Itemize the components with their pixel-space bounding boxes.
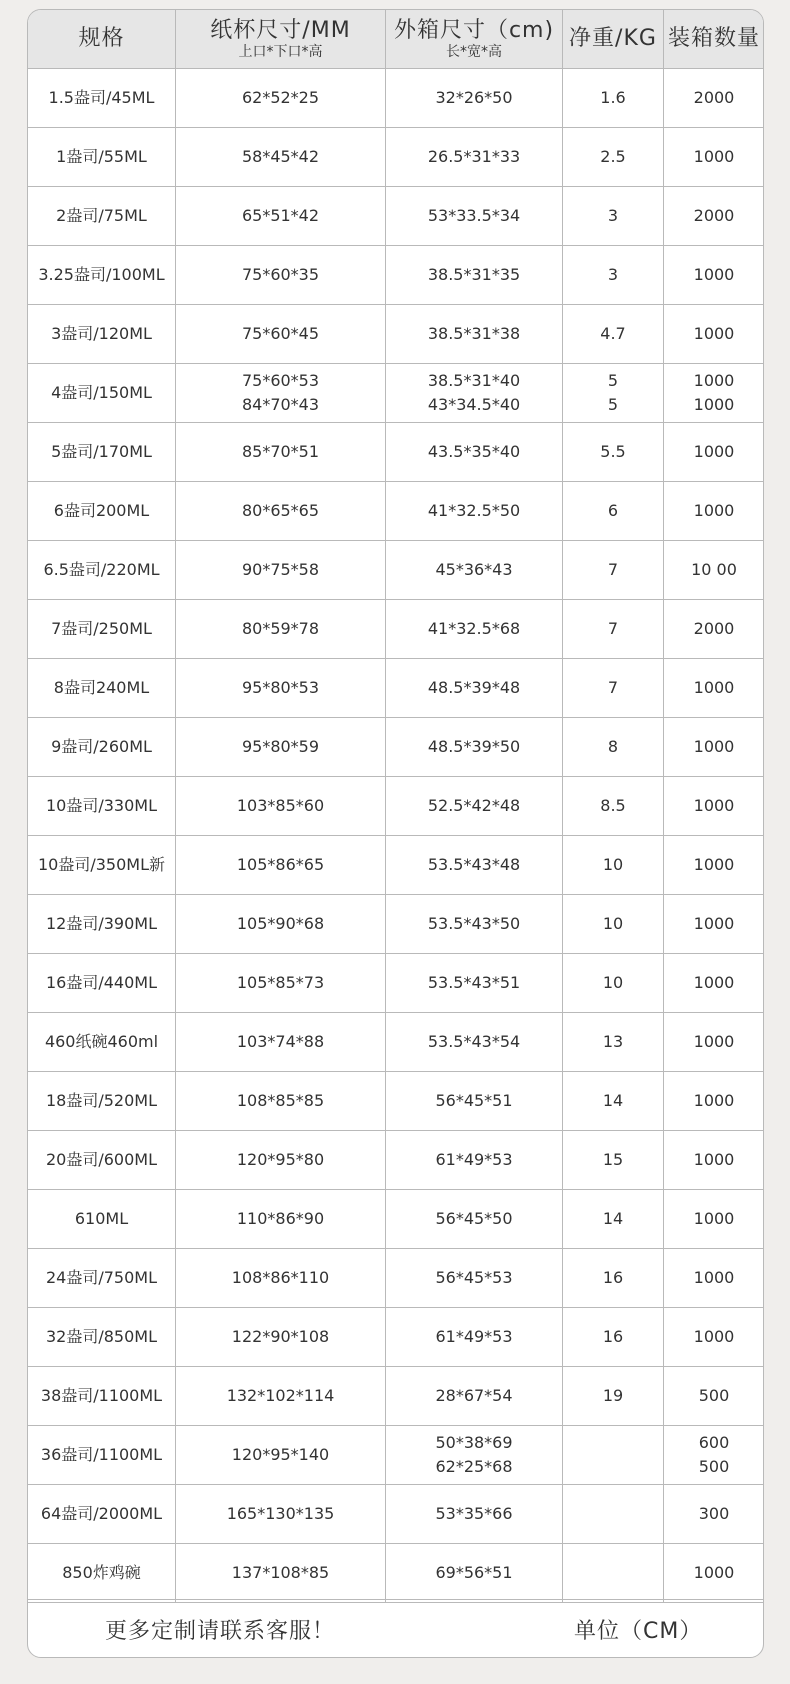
cup-size-cell	[176, 600, 386, 659]
spec-cell: 1.5盎司/45ML	[28, 69, 176, 128]
net-weight-cell	[563, 1426, 664, 1485]
box-size-cell-value: 56*45*53	[435, 1268, 513, 1287]
quantity-cell-value: 500	[698, 1457, 730, 1476]
cup-size-cell-value: 65*51*42	[241, 206, 320, 225]
quantity-cell-value: 1000	[693, 147, 735, 166]
box-size-cell	[386, 1426, 563, 1485]
net-weight-cell-value: 7	[607, 560, 619, 579]
quantity-cell	[664, 1367, 765, 1426]
quantity-cell-value: 1000	[693, 796, 735, 815]
header-cup-size	[176, 10, 386, 69]
header-box-size	[386, 10, 563, 69]
table-row	[28, 1485, 765, 1544]
cup-size-cell-value: 95*80*53	[241, 678, 320, 697]
box-size-cell-value: 32*26*50	[435, 88, 513, 107]
spec-cell: 7盎司/250ML	[28, 600, 176, 659]
net-weight-cell-value: 7	[607, 619, 619, 638]
header-cup-size-sublabel: 上口*下口*高	[238, 44, 323, 60]
table-row	[28, 541, 765, 600]
net-weight-cell	[563, 1013, 664, 1072]
cup-size-cell	[176, 305, 386, 364]
box-size-cell	[386, 1072, 563, 1131]
quantity-cell	[664, 187, 765, 246]
net-weight-cell	[563, 246, 664, 305]
spec-cell: 32盎司/850ML	[28, 1308, 176, 1367]
cup-size-cell	[176, 423, 386, 482]
box-size-cell-value: 53.5*43*48	[427, 855, 521, 874]
net-weight-cell-value: 6	[607, 501, 619, 520]
table-row	[28, 954, 765, 1013]
cup-size-cell-value: 80*59*78	[241, 619, 320, 638]
cup-size-cell-value: 165*130*135	[226, 1504, 335, 1523]
box-size-cell-value: 38.5*31*40	[427, 371, 521, 390]
quantity-cell	[664, 128, 765, 187]
cup-size-cell	[176, 895, 386, 954]
quantity-cell	[664, 1308, 765, 1367]
cup-size-cell-value: 132*102*114	[226, 1386, 335, 1405]
cup-size-cell-value: 122*90*108	[231, 1327, 330, 1346]
net-weight-cell-value: 10	[602, 914, 624, 933]
net-weight-cell	[563, 1072, 664, 1131]
box-size-cell	[386, 1308, 563, 1367]
quantity-cell	[664, 1072, 765, 1131]
table-row	[28, 836, 765, 895]
box-size-cell	[386, 1013, 563, 1072]
quantity-cell	[664, 836, 765, 895]
spec-table	[27, 9, 764, 1603]
box-size-cell	[386, 187, 563, 246]
table-row	[28, 1367, 765, 1426]
quantity-cell-value: 1000	[693, 973, 735, 992]
box-size-cell	[386, 541, 563, 600]
cup-size-cell-value: 95*80*59	[241, 737, 320, 756]
cup-size-cell-value: 103*85*60	[236, 796, 325, 815]
table-row	[28, 187, 765, 246]
net-weight-cell	[563, 1544, 664, 1603]
cup-size-cell-value: 120*95*140	[231, 1445, 330, 1464]
quantity-cell-value: 600	[698, 1433, 730, 1452]
quantity-cell-value: 1000	[693, 442, 735, 461]
box-size-cell-value: 61*49*53	[435, 1150, 513, 1169]
box-size-cell-value: 56*45*50	[435, 1209, 513, 1228]
quantity-cell-value: 1000	[693, 678, 735, 697]
quantity-cell	[664, 1190, 765, 1249]
net-weight-cell	[563, 777, 664, 836]
net-weight-cell	[563, 482, 664, 541]
quantity-cell-value: 1000	[693, 371, 735, 390]
header-cup-size-label: 纸杯尺寸/MM	[210, 18, 351, 43]
table-body	[28, 69, 765, 1603]
quantity-cell	[664, 777, 765, 836]
net-weight-cell	[563, 1190, 664, 1249]
box-size-cell-value: 41*32.5*50	[427, 501, 521, 520]
box-size-cell	[386, 1249, 563, 1308]
net-weight-cell-value: 4.7	[600, 324, 626, 343]
cup-size-cell	[176, 836, 386, 895]
cup-size-cell-value: 137*108*85	[231, 1563, 330, 1582]
box-size-cell	[386, 482, 563, 541]
cup-size-cell	[176, 1485, 386, 1544]
quantity-cell	[664, 1485, 765, 1544]
net-weight-cell-value: 16	[602, 1327, 624, 1346]
quantity-cell	[664, 600, 765, 659]
spec-cell: 36盎司/1100ML	[28, 1426, 176, 1485]
table-header	[28, 10, 765, 69]
quantity-cell	[664, 482, 765, 541]
quantity-cell	[664, 305, 765, 364]
table-row	[28, 895, 765, 954]
net-weight-cell	[563, 895, 664, 954]
net-weight-cell-value: 5.5	[600, 442, 626, 461]
box-size-cell	[386, 128, 563, 187]
cup-size-cell	[176, 659, 386, 718]
table-row	[28, 246, 765, 305]
quantity-cell-value: 10 00	[691, 560, 737, 579]
cup-size-cell-value: 120*95*80	[236, 1150, 325, 1169]
cup-size-cell	[176, 187, 386, 246]
cup-size-cell	[176, 1131, 386, 1190]
net-weight-cell	[563, 305, 664, 364]
spec-cell: 3.25盎司/100ML	[28, 246, 176, 305]
box-size-cell	[386, 777, 563, 836]
table-row	[28, 305, 765, 364]
quantity-cell	[664, 954, 765, 1013]
box-size-cell	[386, 836, 563, 895]
spec-cell: 3盎司/120ML	[28, 305, 176, 364]
quantity-cell	[664, 718, 765, 777]
table-row	[28, 1013, 765, 1072]
net-weight-cell	[563, 364, 664, 423]
quantity-cell	[664, 1131, 765, 1190]
box-size-cell	[386, 69, 563, 128]
cup-size-cell-value: 75*60*35	[241, 265, 320, 284]
table-row	[28, 1249, 765, 1308]
box-size-cell-value: 53*35*66	[435, 1504, 513, 1523]
box-size-cell-value: 69*56*51	[435, 1563, 513, 1582]
header-box-size-sublabel: 长*宽*高	[446, 44, 502, 60]
box-size-cell	[386, 1367, 563, 1426]
table-row	[28, 1072, 765, 1131]
spec-cell: 610ML	[28, 1190, 176, 1249]
net-weight-cell	[563, 69, 664, 128]
spec-cell: 12盎司/390ML	[28, 895, 176, 954]
net-weight-cell-value: 19	[602, 1386, 624, 1405]
cup-size-cell-value: 75*60*45	[241, 324, 320, 343]
net-weight-cell-value: 16	[602, 1268, 624, 1287]
table-row	[28, 1308, 765, 1367]
cup-size-cell-value: 105*85*73	[236, 973, 325, 992]
net-weight-cell-value: 10	[602, 855, 624, 874]
contact-note: 更多定制请联系客服！	[105, 1619, 336, 1644]
cup-size-cell-value: 103*74*88	[236, 1032, 325, 1051]
box-size-cell-value: 52.5*42*48	[427, 796, 521, 815]
box-size-cell-value: 48.5*39*48	[427, 678, 521, 697]
box-size-cell	[386, 1190, 563, 1249]
cup-size-cell-value: 58*45*42	[241, 147, 320, 166]
cup-size-cell	[176, 954, 386, 1013]
box-size-cell-value: 48.5*39*50	[427, 737, 521, 756]
spec-cell: 8盎司240ML	[28, 659, 176, 718]
spec-cell: 20盎司/600ML	[28, 1131, 176, 1190]
box-size-cell	[386, 1485, 563, 1544]
net-weight-cell-value: 3	[607, 206, 619, 225]
cup-size-cell-value: 108*86*110	[231, 1268, 330, 1287]
cup-size-cell-value: 105*90*68	[236, 914, 325, 933]
quantity-cell-value: 1000	[693, 1209, 735, 1228]
net-weight-cell	[563, 659, 664, 718]
unit-note: 单位（CM）	[574, 1619, 703, 1644]
cup-size-cell	[176, 1013, 386, 1072]
cup-size-cell	[176, 1190, 386, 1249]
quantity-cell-value: 1000	[693, 1268, 735, 1287]
box-size-cell	[386, 895, 563, 954]
quantity-cell-value: 1000	[693, 1150, 735, 1169]
spec-cell: 6.5盎司/220ML	[28, 541, 176, 600]
box-size-cell-value: 41*32.5*68	[427, 619, 521, 638]
spec-cell: 38盎司/1100ML	[28, 1367, 176, 1426]
quantity-cell-value: 1000	[693, 914, 735, 933]
header-quantity	[664, 10, 765, 69]
box-size-cell	[386, 246, 563, 305]
quantity-cell-value: 1000	[693, 1327, 735, 1346]
header-net-weight	[563, 10, 664, 69]
cup-size-cell	[176, 777, 386, 836]
spec-cell: 10盎司/330ML	[28, 777, 176, 836]
net-weight-cell-value: 15	[602, 1150, 624, 1169]
cup-size-cell-value: 84*70*43	[241, 395, 320, 414]
net-weight-cell-value: 13	[602, 1032, 624, 1051]
spec-cell: 10盎司/350ML新	[28, 836, 176, 895]
spec-cell: 24盎司/750ML	[28, 1249, 176, 1308]
box-size-cell-value: 53.5*43*51	[427, 973, 521, 992]
quantity-cell-value: 1000	[693, 1563, 735, 1582]
table-row	[28, 128, 765, 187]
box-size-cell	[386, 954, 563, 1013]
box-size-cell-value: 28*67*54	[435, 1386, 513, 1405]
net-weight-cell-value: 1.6	[600, 88, 626, 107]
quantity-cell-value: 2000	[693, 206, 735, 225]
box-size-cell	[386, 423, 563, 482]
box-size-cell	[386, 600, 563, 659]
cup-size-cell-value: 85*70*51	[241, 442, 320, 461]
cup-size-cell	[176, 1249, 386, 1308]
quantity-cell-value: 1000	[693, 265, 735, 284]
net-weight-cell-value: 7	[607, 678, 619, 697]
net-weight-cell-value: 3	[607, 265, 619, 284]
spec-cell: 1盎司/55ML	[28, 128, 176, 187]
quantity-cell-value: 1000	[693, 855, 735, 874]
box-size-cell-value: 53.5*43*54	[427, 1032, 521, 1051]
box-size-cell	[386, 718, 563, 777]
net-weight-cell-value: 5	[607, 371, 619, 390]
quantity-cell	[664, 1426, 765, 1485]
cup-size-cell	[176, 364, 386, 423]
cup-size-cell-value: 108*85*85	[236, 1091, 325, 1110]
table-row	[28, 69, 765, 128]
net-weight-cell-value: 10	[602, 973, 624, 992]
quantity-cell-value: 300	[698, 1504, 730, 1523]
cup-size-cell-value: 62*52*25	[241, 88, 320, 107]
header-quantity-label: 装箱数量	[667, 26, 760, 51]
quantity-cell	[664, 895, 765, 954]
table-row	[28, 364, 765, 423]
quantity-cell-value: 1000	[693, 501, 735, 520]
quantity-cell-value: 1000	[693, 1032, 735, 1051]
quantity-cell-value: 1000	[693, 324, 735, 343]
table-row	[28, 482, 765, 541]
box-size-cell	[386, 364, 563, 423]
net-weight-cell	[563, 187, 664, 246]
header-spec	[28, 10, 176, 69]
cup-size-cell	[176, 541, 386, 600]
footer	[28, 1599, 763, 1657]
box-size-cell	[386, 1131, 563, 1190]
spec-cell: 6盎司200ML	[28, 482, 176, 541]
net-weight-cell	[563, 954, 664, 1013]
quantity-cell	[664, 1249, 765, 1308]
box-size-cell-value: 62*25*68	[435, 1457, 513, 1476]
cup-size-cell	[176, 1426, 386, 1485]
quantity-cell	[664, 246, 765, 305]
table-row	[28, 423, 765, 482]
cup-size-cell	[176, 1308, 386, 1367]
spec-cell: 5盎司/170ML	[28, 423, 176, 482]
quantity-cell-value: 1000	[693, 737, 735, 756]
net-weight-cell	[563, 718, 664, 777]
quantity-cell-value: 2000	[693, 88, 735, 107]
cup-size-cell	[176, 128, 386, 187]
net-weight-cell	[563, 836, 664, 895]
net-weight-cell-value: 8.5	[600, 796, 626, 815]
net-weight-cell	[563, 541, 664, 600]
table-row	[28, 1426, 765, 1485]
net-weight-cell-value: 14	[602, 1091, 624, 1110]
cup-size-cell	[176, 718, 386, 777]
net-weight-cell	[563, 1367, 664, 1426]
box-size-cell	[386, 305, 563, 364]
net-weight-cell	[563, 1308, 664, 1367]
quantity-cell	[664, 423, 765, 482]
header-row	[28, 10, 765, 69]
table-row	[28, 718, 765, 777]
net-weight-cell	[563, 1485, 664, 1544]
spec-sheet-card	[27, 9, 764, 1658]
cup-size-cell-value: 110*86*90	[236, 1209, 325, 1228]
quantity-cell	[664, 659, 765, 718]
quantity-cell	[664, 69, 765, 128]
table-row	[28, 1190, 765, 1249]
quantity-cell	[664, 541, 765, 600]
box-size-cell-value: 56*45*51	[435, 1091, 513, 1110]
header-net-weight-label: 净重/KG	[569, 26, 657, 51]
net-weight-cell	[563, 423, 664, 482]
cup-size-cell-value: 105*86*65	[236, 855, 325, 874]
quantity-cell	[664, 364, 765, 423]
cup-size-cell-value: 90*75*58	[241, 560, 320, 579]
box-size-cell-value: 43.5*35*40	[427, 442, 521, 461]
header-box-size-label: 外箱尺寸（cm)	[393, 18, 555, 43]
quantity-cell-value: 1000	[693, 1091, 735, 1110]
net-weight-cell-value: 2.5	[600, 147, 626, 166]
box-size-cell-value: 26.5*31*33	[427, 147, 521, 166]
table-row	[28, 659, 765, 718]
net-weight-cell	[563, 1131, 664, 1190]
cup-size-cell	[176, 1544, 386, 1603]
table-row	[28, 1544, 765, 1603]
quantity-cell	[664, 1544, 765, 1603]
spec-cell: 460纸碗460ml	[28, 1013, 176, 1072]
net-weight-cell-value: 5	[607, 395, 619, 414]
net-weight-cell	[563, 600, 664, 659]
cup-size-cell	[176, 1367, 386, 1426]
table-row	[28, 777, 765, 836]
spec-cell: 4盎司/150ML	[28, 364, 176, 423]
box-size-cell-value: 43*34.5*40	[427, 395, 521, 414]
box-size-cell-value: 53*33.5*34	[427, 206, 521, 225]
spec-cell: 850炸鸡碗	[28, 1544, 176, 1603]
box-size-cell-value: 38.5*31*38	[427, 324, 521, 343]
net-weight-cell	[563, 1249, 664, 1308]
spec-cell: 2盎司/75ML	[28, 187, 176, 246]
cup-size-cell	[176, 69, 386, 128]
table-row	[28, 600, 765, 659]
box-size-cell-value: 38.5*31*35	[427, 265, 521, 284]
box-size-cell	[386, 1544, 563, 1603]
spec-cell: 18盎司/520ML	[28, 1072, 176, 1131]
cup-size-cell-value: 75*60*53	[241, 371, 320, 390]
spec-cell: 16盎司/440ML	[28, 954, 176, 1013]
spec-cell: 64盎司/2000ML	[28, 1485, 176, 1544]
box-size-cell	[386, 659, 563, 718]
spec-cell: 9盎司/260ML	[28, 718, 176, 777]
net-weight-cell	[563, 128, 664, 187]
net-weight-cell-value: 8	[607, 737, 619, 756]
cup-size-cell-value: 80*65*65	[241, 501, 320, 520]
quantity-cell-value: 1000	[693, 395, 735, 414]
cup-size-cell	[176, 482, 386, 541]
quantity-cell	[664, 1013, 765, 1072]
box-size-cell-value: 45*36*43	[435, 560, 513, 579]
quantity-cell-value: 500	[698, 1386, 730, 1405]
box-size-cell-value: 61*49*53	[435, 1327, 513, 1346]
box-size-cell-value: 50*38*69	[435, 1433, 513, 1452]
cup-size-cell	[176, 246, 386, 305]
header-spec-label: 规格	[78, 26, 125, 51]
net-weight-cell-value: 14	[602, 1209, 624, 1228]
table-row	[28, 1131, 765, 1190]
cup-size-cell	[176, 1072, 386, 1131]
box-size-cell-value: 53.5*43*50	[427, 914, 521, 933]
quantity-cell-value: 2000	[693, 619, 735, 638]
